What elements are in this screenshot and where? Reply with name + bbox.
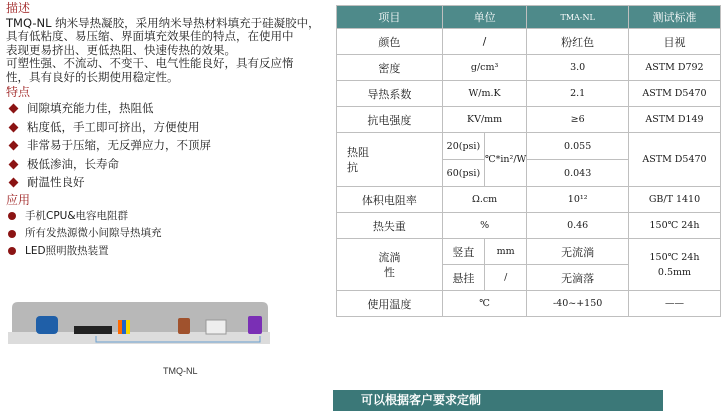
resistor-component xyxy=(122,320,126,334)
flow-label: 流淌性 xyxy=(337,239,443,291)
feature-item: 极低渗油，长寿命 xyxy=(6,155,332,174)
dot-bullet-icon xyxy=(8,212,16,220)
table-row: 抗电强度 KV/mm ≥6 ASTM D149 xyxy=(337,107,721,133)
description-line: TMQ-NL 纳米导热凝胶，采用纳米导热材料填充于硅凝胶中， xyxy=(6,15,320,30)
description-title: 描述 xyxy=(6,1,31,15)
applications-list xyxy=(6,208,332,261)
inductor-component xyxy=(178,318,190,334)
header-standard: 测试标准 xyxy=(628,6,720,29)
dot-bullet-icon xyxy=(8,247,16,255)
diamond-bullet-icon xyxy=(9,159,19,169)
table-row: 悬挂 / 无滴落 xyxy=(337,265,721,291)
resistor-component xyxy=(126,320,130,334)
chip-component xyxy=(74,326,112,334)
thermal-resistance-label: 热阻抗 xyxy=(337,133,443,187)
table-row: 体积电阻率 Ω.cm 10¹² GB/T 1410 xyxy=(337,187,721,213)
header-item: 项目 xyxy=(337,6,443,29)
table-row: 热失重 % 0.46 150℃ 24h xyxy=(337,213,721,239)
description-line: 性，具有良好的长期使用稳定性。 xyxy=(6,69,179,84)
applications-title: 应用 xyxy=(6,193,31,207)
feature-item: 间隙填充能力佳，热阻低 xyxy=(6,100,332,119)
application-item: 手机CPU&电容电阻群 xyxy=(6,208,332,226)
table-row: 流淌性 竖直 mm 无流淌 150℃ 24h 0.5mm xyxy=(337,239,721,265)
feature-item: 耐温性良好 xyxy=(6,174,332,193)
description-line: 表现更易挤出、更低热阻、快速传热的效果。 xyxy=(6,42,236,57)
table-row: 60(psi) 0.043 xyxy=(337,160,721,187)
features-title: 特点 xyxy=(6,85,31,99)
diagram-caption: TMQ-NL xyxy=(163,366,198,376)
spec-table xyxy=(336,5,721,317)
ceramic-component xyxy=(206,320,226,334)
table-header-row xyxy=(337,6,721,29)
diamond-bullet-icon xyxy=(9,141,19,151)
description-line: 可塑性强、不流动、不变干、电气性能良好，具有反应惰 xyxy=(6,56,294,70)
diamond-bullet-icon xyxy=(9,178,19,188)
resistor-component xyxy=(118,320,122,334)
diamond-bullet-icon xyxy=(9,122,19,132)
table-row: 使用温度 ℃ -40~+150 —— xyxy=(337,291,721,317)
pcb-illustration xyxy=(8,302,270,344)
features-list xyxy=(6,100,332,193)
diamond-bullet-icon xyxy=(9,104,19,114)
table-row: 密度 g/cm³ 3.0 ASTM D792 xyxy=(337,55,721,81)
table-row: 颜色 / 粉红色 目视 xyxy=(337,29,721,55)
custom-banner: 可以根据客户要求定制 xyxy=(333,390,663,411)
description-line: 具有低粘度、易压缩、界面填充效果佳的特点，在使用中 xyxy=(6,29,294,43)
dot-bullet-icon xyxy=(8,230,16,238)
flow-standard: 150℃ 24h 0.5mm xyxy=(628,239,720,291)
capacitor-component xyxy=(36,316,58,334)
application-item: 所有发热源微小间隙导热填充 xyxy=(6,225,332,243)
feature-item: 非常易于压缩，无反弹应力，不顶屏 xyxy=(6,137,332,156)
description-text xyxy=(6,17,332,85)
led-component xyxy=(248,316,262,334)
header-unit: 单位 xyxy=(442,6,527,29)
feature-item: 粘度低，手工即可挤出，方便使用 xyxy=(6,118,332,137)
table-row: 导热系数 W/m.K 2.1 ASTM D5470 xyxy=(337,81,721,107)
left-panel xyxy=(6,2,332,260)
table-row: 热阻抗 20(psi) ℃*in²/W 0.055 ASTM D5470 xyxy=(337,133,721,160)
header-product: TMA-NL xyxy=(527,6,629,29)
application-item: LED照明散热装置 xyxy=(6,243,332,261)
